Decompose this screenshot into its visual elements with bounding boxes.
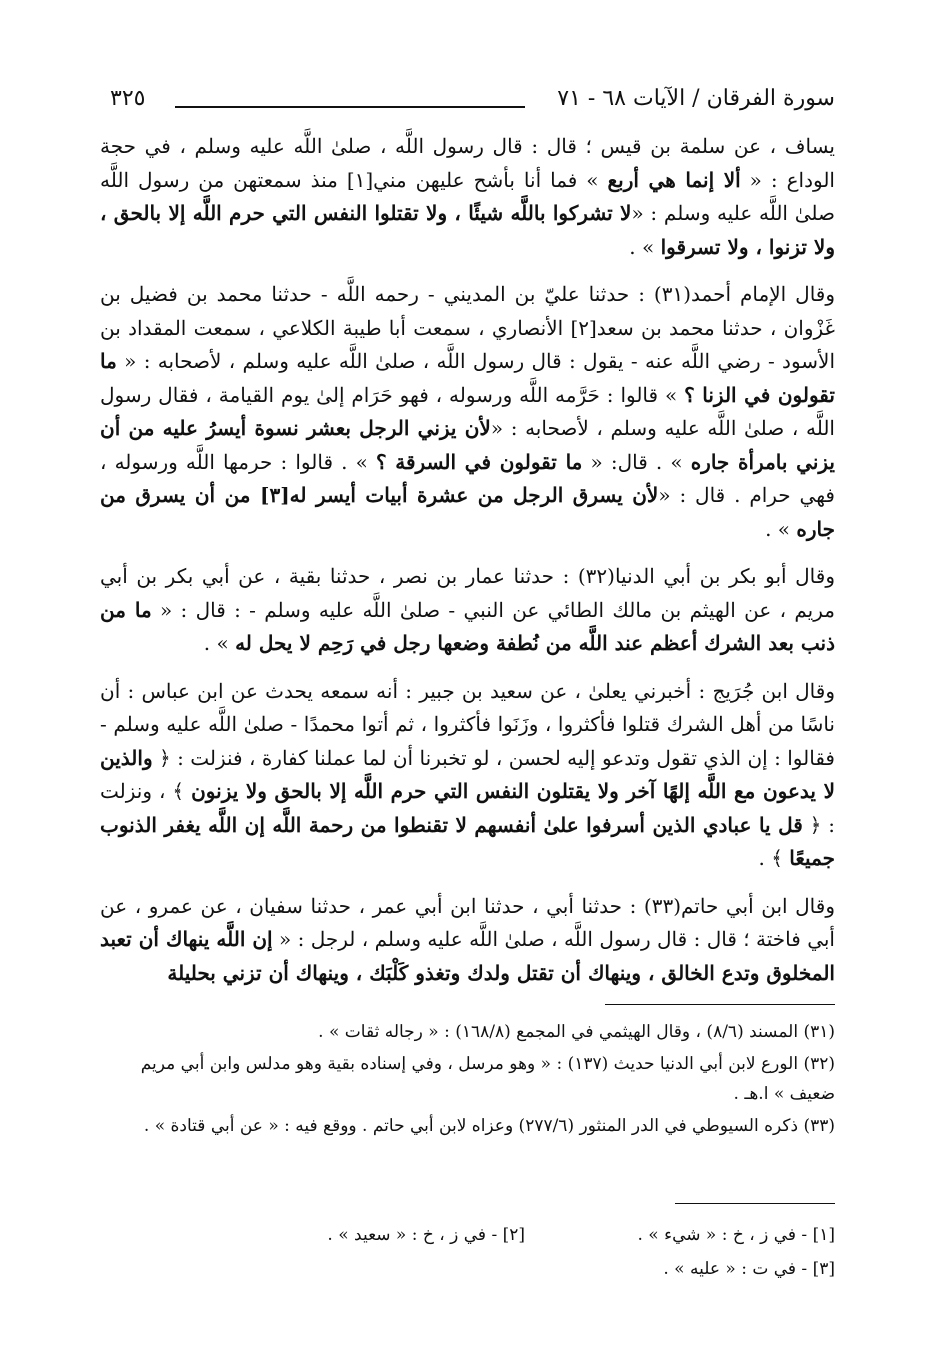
text-run: ﴾ ، ونزلت : ﴿ [100, 779, 835, 837]
header-rule [175, 106, 525, 108]
footnote-separator [605, 1004, 835, 1005]
paragraph-3 [100, 560, 835, 661]
quran-verse: والذين لا يدعون مع اللَّه إلهًا آخر ولا يقتلون النفس التي حرم اللَّه إلا بالحق ولا يزنون [100, 745, 835, 803]
hadith-text: ما تقولون في الزنا ؟ [100, 349, 835, 407]
paragraph-4 [100, 675, 835, 876]
variants-separator [675, 1203, 835, 1204]
footnote-33: (٣٣) ذكره السيوطي في الدر المنثور (٢٧٧/٦) وعزاه لابن أبي حاتم . ووقع فيه : « عن أبي قتادة » . [143, 1116, 835, 1136]
text-run: يساف ، عن سلمة بن قيس ؛ قال : قال رسول اللَّه ، صلىٰ اللَّه عليه وسلم ، في حجة الوداع : « [100, 134, 835, 192]
hadith-text: إن اللَّه ينهاك أن تعبد المخلوق وتدع الخالق ، وينهاك أن تقتل ولدك وتغذو كَلْبَك ، وينهاك أن تزني بحليلة [100, 927, 835, 985]
footnote-31: (٣١) المسند (٨/٦) ، وقال الهيثمي في المجمع (١٦٨/٨) : « رجاله ثقات » . [318, 1022, 835, 1042]
text-run: وقال ابن أبي حاتم(٣٣) : حدثنا أبي ، حدثنا ابن أبي عمر ، حدثنا سفيان ، عن عمرو ، عن أبي فاختة ؛ قال : قال رسول اللَّه ، صلىٰ اللَّه عليه وسلم ، لرجل : « [100, 893, 835, 951]
text-run: » . قالوا : حرمها اللَّه ورسوله ، فهي حرام . قال : « [100, 449, 835, 507]
text-run: وقال ابن جُرَيج : أخبرني يعلىٰ ، عن سعيد بن جبير : أنه سمعه يحدث عن ابن عباس : أن ناسًا من أهل الشرك قتلوا فأكثروا ، وزَنَوا فأكثروا ، ثم أتوا محمدًا - صلىٰ اللَّه عليه وسلم - فقالوا : إن الذي تقول وتدعو إليه لحسن ، لو تخبرنا أن لما عملنا كفارة ، فنزلت : ﴿ [100, 678, 835, 770]
variant-3: [٣] - في ت : « عليه » . [663, 1259, 835, 1279]
book-page [100, 86, 835, 1286]
hadith-text: ألا إنما هي أربع [607, 167, 741, 192]
text-run: ﴾ . [758, 846, 783, 870]
quran-verse: قل يا عبادي الذين أسرفوا علىٰ أنفسهم لا تقنطوا من رحمة اللَّه إن اللَّه يغفر الذنوب جميعًا [100, 812, 835, 870]
paragraph-5 [100, 890, 835, 991]
hadith-text: لأن يسرق الرجل من عشرة أبيات أيسر له[٣] من أن يسرق من جاره [100, 483, 835, 541]
running-title: سورة الفرقان / الآيات ٦٨ - ٧١ [557, 86, 835, 111]
page-number: ٣٢٥ [110, 86, 146, 111]
footnote-32: (٣٢) الورع لابن أبي الدنيا حديث (١٣٧) : « وهو مرسل ، وفي إسناده بقية وهو مدلس وابن أبي مريم ضعيف » ا.هـ . [140, 1054, 835, 1104]
footnotes [100, 1017, 835, 1141]
text-run: » فما أنا بأشح عليهن مني[١] منذ سمعتهن من رسول اللَّه صلىٰ اللَّه عليه وسلم : « [100, 167, 835, 225]
text-run: » . [629, 234, 655, 259]
text-run: وقال أبو بكر بن أبي الدنيا(٣٢) : حدثنا عمار بن نصر ، حدثنا بقية ، عن أبي بكر بن أبي مريم ، عن الهيثم بن مالك الطائي عن النبي - صلىٰ اللَّه عليه وسلم - : قال : « [100, 564, 836, 622]
text-run: وقال الإمام أحمد(٣١) : حدثنا عليّ بن المديني - رحمه اللَّه - حدثنا محمد بن فضيل بن غَزْوان ، حدثنا محمد بن سعد[٢] الأنصاري ، سمعت أبا طيبة الكلاعي ، سمعت المقداد بن الأسود - رضي اللَّه عنه - يقول : قال رسول اللَّه ، صلىٰ اللَّه عليه وسلم ، لأصحابه : « [100, 282, 836, 373]
manuscript-variants [100, 1218, 835, 1286]
variants-row [100, 1252, 835, 1286]
text-run: » . قال: « [590, 449, 683, 474]
hadith-text: ما من ذنب بعد الشرك أعظم عند اللَّه من نُطفة وضعها رجل في رَحِم لا يحل له [100, 597, 835, 655]
hadith-text: لا تشركوا باللَّه شيئًا ، ولا تقتلوا النفس التي حرم اللَّه إلا بالحق ، ولا تزنوا ، ولا تسرقوا [100, 201, 835, 259]
text-run: » . [203, 631, 229, 655]
hadith-text: لأن يزني الرجل بعشر نسوة أيسرُ عليه من أن يزني بامرأة جاره [100, 416, 835, 474]
text-run: » قالوا : حَرَّمه اللَّه ورسوله ، فهو حَرَام إلىٰ يوم القيامة ، فقال رسول اللَّه ، صلىٰ اللَّه عليه وسلم ، لأصحابه : « [100, 382, 835, 440]
hadith-text: ما تقولون في السرقة ؟ [375, 449, 583, 474]
paragraph-2 [100, 278, 835, 546]
text-run: » . [765, 516, 791, 541]
variant-2: [٢] - في ز ، خ : « سعيد » . [327, 1225, 525, 1245]
variants-row [100, 1218, 835, 1252]
paragraph-1 [100, 130, 835, 264]
page-header [100, 86, 835, 118]
variant-1: [١] - في ز ، خ : « شيء » . [637, 1225, 835, 1245]
